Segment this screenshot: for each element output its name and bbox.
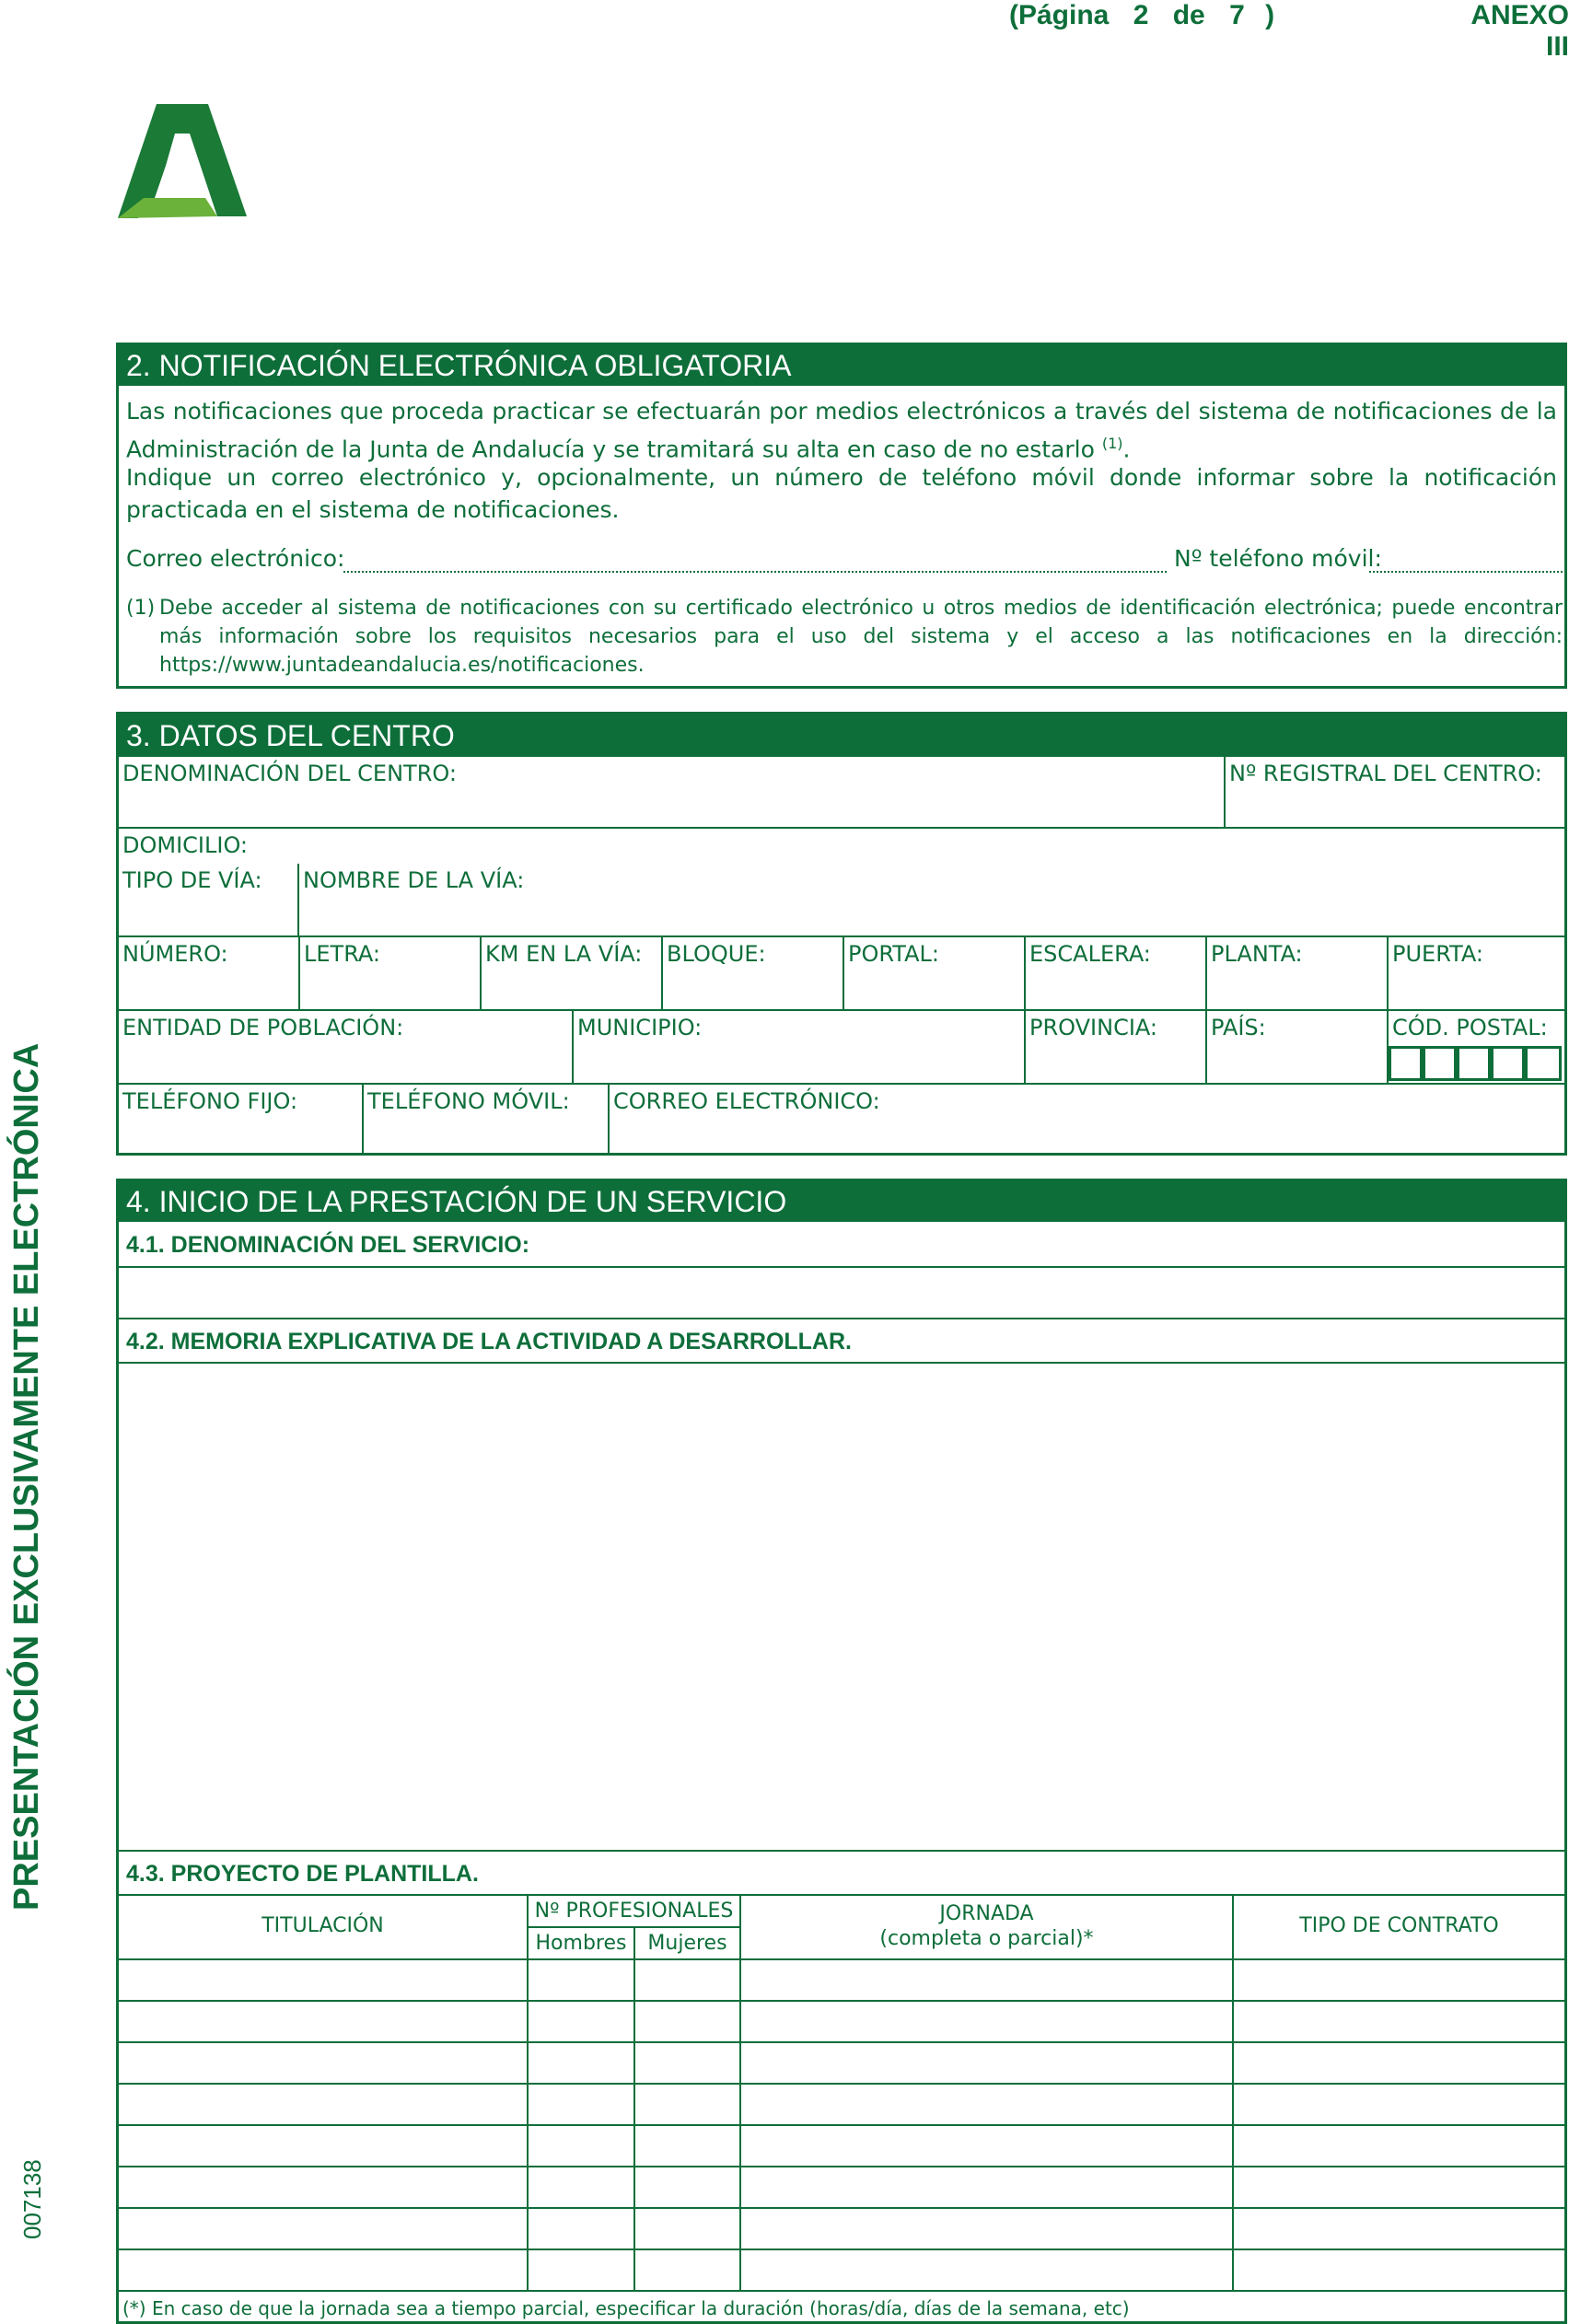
- page-current: 2: [1133, 0, 1149, 30]
- cp-digit-5[interactable]: [1525, 1046, 1562, 1081]
- plantilla-footnote: (*) En caso de que la jornada sea a tiempo parcial, especificar la duración (horas/día, días de la semana, etc): [122, 2297, 1130, 2319]
- escalera-field[interactable]: [1026, 937, 1207, 1011]
- section-3-title: 3. DATOS DEL CENTRO: [119, 715, 1564, 757]
- denominacion-label: DENOMINACIÓN DEL CENTRO:: [122, 761, 457, 786]
- numero-field[interactable]: [119, 937, 300, 1011]
- th-tipo-contrato: [1234, 1896, 1564, 1960]
- telefono-fijo-field[interactable]: [119, 1085, 364, 1153]
- cod-postal-label: CÓD. POSTAL:: [1392, 1015, 1548, 1040]
- plantilla-cell-jornada[interactable]: [741, 2043, 1234, 2085]
- portal-field[interactable]: [844, 937, 1026, 1011]
- notification-paragraph-2: Indique un correo electrónico y, opcionalmente, un número de teléfono móvil donde informar sobre la notificación practicada en el sistema de notificaciones.: [126, 464, 1557, 523]
- tipo-via-field[interactable]: [119, 864, 299, 937]
- th-mujeres-label: Mujeres: [647, 1932, 727, 1955]
- notification-footnote: Debe acceder al sistema de notificaciones con su certificado electrónico u otros medios de identificación electrónica; puede encontrar más información sobre los requisitos necesarios para el uso del sistema y el acceso a las notificaciones en la dirección: https://www.juntadeandalucia.es/notificaciones.: [159, 597, 1563, 677]
- email-label: Correo electrónico:: [126, 545, 345, 572]
- plantilla-cell-jornada[interactable]: [741, 2126, 1234, 2167]
- mobile-label: Nº teléfono móvil:: [1174, 545, 1382, 572]
- th-hombres-label: Hombres: [535, 1932, 627, 1955]
- bloque-label: BLOQUE:: [667, 941, 766, 967]
- plantilla-cell-jornada[interactable]: [741, 2002, 1234, 2043]
- plantilla-cell-titulacion[interactable]: [119, 2043, 529, 2085]
- plantilla-cell-hombres[interactable]: [529, 1960, 635, 2002]
- cp-digit-3[interactable]: [1457, 1046, 1491, 1081]
- th-hombres: [529, 1928, 635, 1960]
- tel-fijo-label: TELÉFONO FIJO:: [122, 1088, 298, 1114]
- plantilla-cell-titulacion[interactable]: [119, 2126, 529, 2167]
- plantilla-cell-jornada[interactable]: [741, 2250, 1234, 2292]
- plantilla-cell-mujeres[interactable]: [635, 2167, 741, 2209]
- plantilla-cell-jornada[interactable]: [741, 2085, 1234, 2126]
- plantilla-cell-hombres[interactable]: [529, 2167, 635, 2209]
- portal-label: PORTAL:: [848, 941, 939, 967]
- plantilla-cell-contrato[interactable]: [1234, 2167, 1564, 2209]
- km-via-field[interactable]: [482, 937, 663, 1011]
- plantilla-heading: 4.3. PROYECTO DE PLANTILLA.: [119, 1852, 1564, 1896]
- nombre-via-label: NOMBRE DE LA VÍA:: [303, 867, 525, 893]
- th-titulacion: [119, 1896, 529, 1960]
- cp-digit-2[interactable]: [1423, 1046, 1457, 1081]
- planta-field[interactable]: [1207, 937, 1389, 1011]
- th-jornada: [741, 1896, 1234, 1960]
- page-total: 7: [1229, 0, 1245, 30]
- th-jornada-label: JORNADA: [939, 1902, 1034, 1925]
- plantilla-cell-hombres[interactable]: [529, 2002, 635, 2043]
- correo-label: CORREO ELECTRÓNICO:: [613, 1088, 880, 1114]
- plantilla-cell-mujeres[interactable]: [635, 2250, 741, 2292]
- cp-digit-1[interactable]: [1389, 1046, 1423, 1081]
- puerta-label: PUERTA:: [1392, 941, 1484, 967]
- plantilla-cell-contrato[interactable]: [1234, 2209, 1564, 2250]
- form-code: 007138: [18, 2159, 46, 2239]
- pais-field[interactable]: [1207, 1011, 1389, 1085]
- plantilla-cell-contrato[interactable]: [1234, 1960, 1564, 2002]
- bloque-field[interactable]: [663, 937, 844, 1011]
- denominacion-centro-field[interactable]: [119, 757, 1226, 829]
- sidebar-title: PRESENTACIÓN EXCLUSIVAMENTE ELECTRÓNICA: [7, 1042, 46, 1911]
- para1-text: Las notificaciones que proceda practicar se efectuarán por medios electrónicos a través del sistema de notificaciones de la Administración de la Junta de Andalucía y se tramitará su alta en caso de no estarlo: [126, 398, 1557, 463]
- plantilla-cell-hombres[interactable]: [529, 2209, 635, 2250]
- th-contrato-label: TIPO DE CONTRATO: [1299, 1914, 1499, 1937]
- municipio-label: MUNICIPIO:: [577, 1015, 703, 1040]
- entidad-poblacion-field[interactable]: [119, 1011, 574, 1085]
- page-indicator: [1009, 0, 1285, 37]
- cp-digit-4[interactable]: [1491, 1046, 1525, 1081]
- th-mujeres: [635, 1928, 741, 1960]
- para1-footnote-ref: (1): [1101, 435, 1123, 452]
- th-profesionales-label: Nº PROFESIONALES: [534, 1900, 734, 1923]
- memoria-heading: 4.2. MEMORIA EXPLICATIVA DE LA ACTIVIDAD A DESARROLLAR.: [119, 1319, 1564, 1364]
- plantilla-cell-hombres[interactable]: [529, 2126, 635, 2167]
- plantilla-cell-contrato[interactable]: [1234, 2002, 1564, 2043]
- letra-label: LETRA:: [304, 941, 380, 967]
- registral-label: Nº REGISTRAL DEL CENTRO:: [1229, 761, 1542, 786]
- provincia-label: PROVINCIA:: [1029, 1015, 1157, 1040]
- puerta-field[interactable]: [1389, 937, 1564, 1011]
- plantilla-cell-mujeres[interactable]: [635, 2002, 741, 2043]
- plantilla-cell-jornada[interactable]: [741, 2209, 1234, 2250]
- pais-label: PAÍS:: [1211, 1015, 1266, 1040]
- km-label: KM EN LA VÍA:: [485, 941, 643, 967]
- plantilla-cell-titulacion[interactable]: [119, 2250, 529, 2292]
- tipo-via-label: TIPO DE VÍA:: [122, 867, 262, 893]
- plantilla-cell-titulacion[interactable]: [119, 2002, 529, 2043]
- plantilla-cell-titulacion[interactable]: [119, 2085, 529, 2126]
- plantilla-cell-jornada[interactable]: [741, 1960, 1234, 2002]
- plantilla-cell-mujeres[interactable]: [635, 2085, 741, 2126]
- plantilla-cell-titulacion[interactable]: [119, 1960, 529, 2002]
- planta-label: PLANTA:: [1211, 941, 1303, 967]
- provincia-field[interactable]: [1026, 1011, 1207, 1085]
- plantilla-cell-mujeres[interactable]: [635, 1960, 741, 2002]
- tel-movil-label: TELÉFONO MÓVIL:: [367, 1088, 570, 1114]
- plantilla-cell-titulacion[interactable]: [119, 2167, 529, 2209]
- plantilla-cell-mujeres[interactable]: [635, 2043, 741, 2085]
- telefono-movil-field[interactable]: [364, 1085, 610, 1153]
- registral-centro-field[interactable]: [1226, 757, 1564, 829]
- nombre-via-field[interactable]: [299, 864, 1564, 937]
- th-titulacion-label: TITULACIÓN: [262, 1914, 384, 1937]
- notification-paragraph-1: [126, 395, 1557, 465]
- letra-field[interactable]: [300, 937, 482, 1011]
- mobile-field[interactable]: [1369, 569, 1563, 573]
- plantilla-cell-mujeres[interactable]: [635, 2126, 741, 2167]
- section-inicio-prestacion: [116, 1179, 1567, 2324]
- plantilla-cell-contrato[interactable]: [1234, 2250, 1564, 2292]
- th-profesionales: [529, 1896, 741, 1928]
- section-4-title: 4. INICIO DE LA PRESTACIÓN DE UN SERVICIO: [119, 1181, 1564, 1222]
- plantilla-cell-mujeres[interactable]: [635, 2209, 741, 2250]
- plantilla-cell-hombres[interactable]: [529, 2043, 635, 2085]
- page-label: (Página: [1009, 0, 1110, 30]
- plantilla-cell-hombres[interactable]: [529, 2085, 635, 2126]
- annex-label: ANEXO III: [1470, 0, 1569, 62]
- plantilla-cell-jornada[interactable]: [741, 2167, 1234, 2209]
- para1-end: .: [1122, 436, 1131, 463]
- denominacion-servicio-field[interactable]: [119, 1268, 1564, 1319]
- section-datos-centro: [116, 712, 1567, 1156]
- numero-label: NÚMERO:: [122, 941, 228, 967]
- page-close: ): [1265, 0, 1275, 30]
- domicilio-label: DOMICILIO:: [122, 832, 248, 858]
- plantilla-cell-contrato[interactable]: [1234, 2085, 1564, 2126]
- section-notificacion: [116, 343, 1567, 689]
- section-2-title: 2. NOTIFICACIÓN ELECTRÓNICA OBLIGATORIA: [119, 345, 1564, 386]
- entidad-label: ENTIDAD DE POBLACIÓN:: [122, 1015, 404, 1040]
- junta-andalucia-logo: [118, 97, 247, 221]
- page-of: de: [1172, 0, 1205, 30]
- correo-electronico-field[interactable]: [610, 1085, 1564, 1153]
- th-jornada-sub: (completa o parcial)*: [879, 1927, 1094, 1950]
- municipio-field[interactable]: [574, 1011, 1026, 1085]
- plantilla-cell-titulacion[interactable]: [119, 2209, 529, 2250]
- plantilla-cell-contrato[interactable]: [1234, 2126, 1564, 2167]
- footnote-number: (1): [126, 597, 156, 620]
- plantilla-cell-hombres[interactable]: [529, 2250, 635, 2292]
- plantilla-cell-contrato[interactable]: [1234, 2043, 1564, 2085]
- memoria-field[interactable]: [119, 1364, 1564, 1852]
- escalera-label: ESCALERA:: [1029, 941, 1151, 967]
- denominacion-servicio-heading: 4.1. DENOMINACIÓN DEL SERVICIO:: [119, 1222, 1564, 1268]
- email-field[interactable]: [343, 569, 1167, 573]
